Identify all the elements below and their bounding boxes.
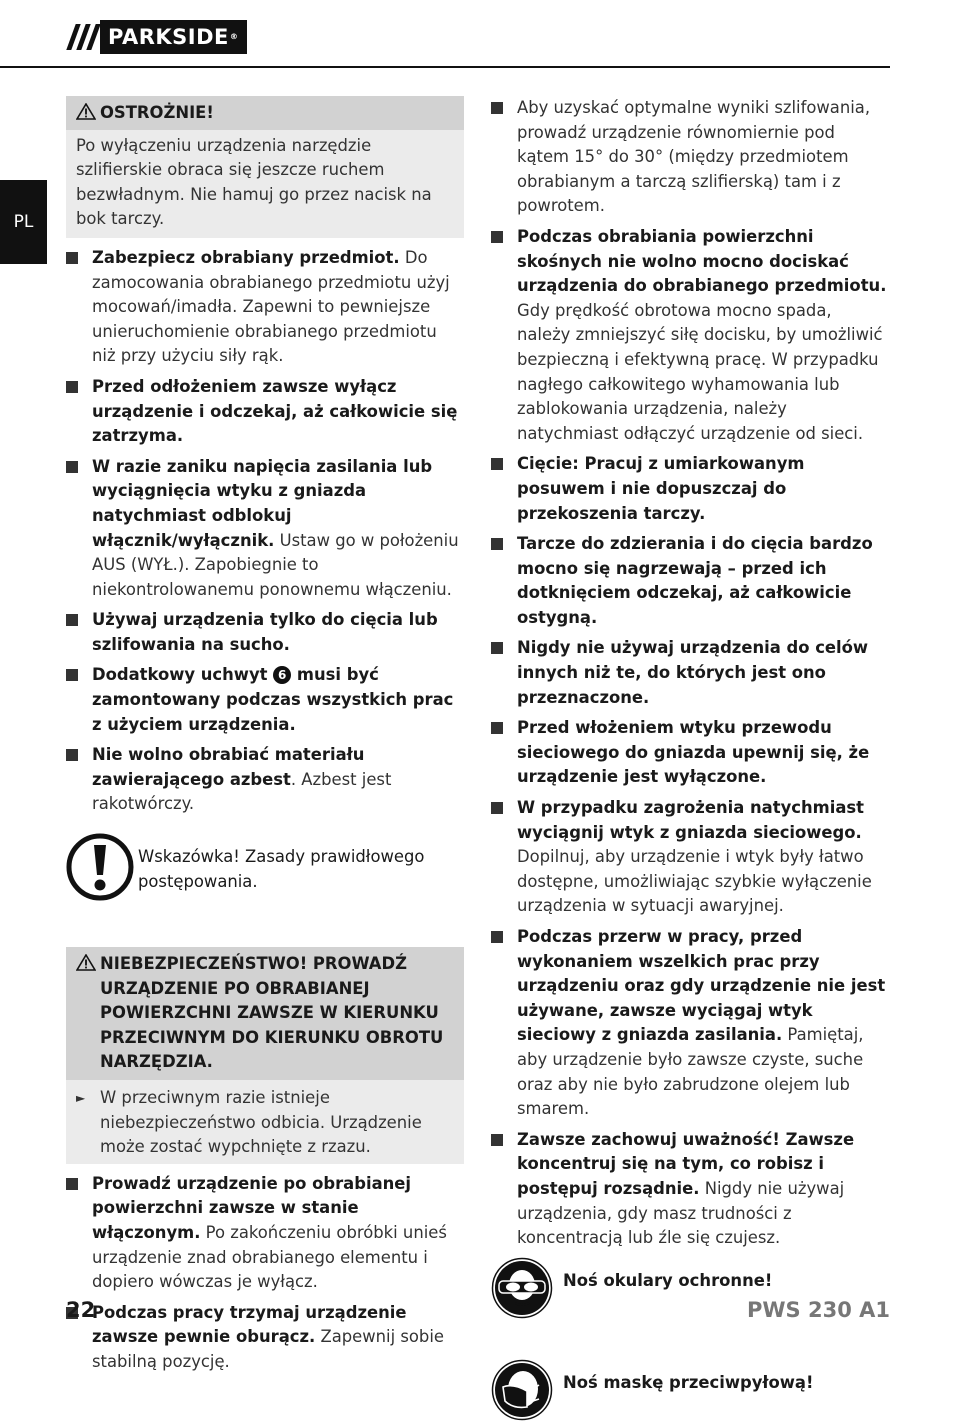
list-item: Tarcze do zdzierania i do cięcia bardzo mocno się nagrzewają – przed ich dotknięciem odczekaj, aż całkowicie ostygną. bbox=[491, 532, 890, 630]
bullet-square-icon bbox=[491, 802, 503, 814]
logo-slashes bbox=[66, 22, 100, 52]
danger-title: NIEBEZPIECZEŃSTWO! PROWADŹ URZĄDZENIE PO OBRABIANEJ POWIERZCHNI ZAWSZE W KIERUNKU PRZECIWNYM DO KIERUNKU OBROTU NARZĘDZIA. bbox=[66, 947, 464, 1080]
right-column bbox=[491, 96, 890, 1421]
caution-box bbox=[66, 96, 464, 238]
goggles-icon bbox=[491, 1257, 553, 1319]
bullet-square-icon bbox=[491, 538, 503, 550]
danger-arrow-item: ► W przeciwnym razie istnieje niebezpieczeństwo odbicia. Urządzenie może zostać wypchnięte z rzazu. bbox=[66, 1080, 464, 1164]
list-item: Podczas pracy trzymaj urządzenie zawsze pewnie oburącz. Zapewnij sobie stabilną pozycję. bbox=[66, 1301, 464, 1375]
bullet-square-icon bbox=[491, 722, 503, 734]
bullet-square-icon bbox=[66, 669, 78, 681]
model-name: PWS 230 A1 bbox=[746, 1298, 890, 1322]
dust-mask-icon bbox=[491, 1359, 553, 1421]
list-item: Podczas obrabiania powierzchni skośnych nie wolno mocno dociskać urządzenia do obrabianego przedmiotu. Gdy prędkość obrotowa mocno spada, należy zmniejszyć siłę docisku, by umożliwić bezpieczną i efektywną pracę. W przypadku nagłego całkowitego wyhamowania lub zablokowania urządzenia, należy natychmiast odłączyć urządzenie od sieci. bbox=[491, 225, 890, 446]
list-item: Podczas przerw w pracy, przed wykonaniem wszelkich prac przy urządzeniu oraz gdy urządzenie nie jest używane, zawsze wyciągaj wtyk sieciowy z gniazda zasilania. Pamiętaj, aby urządzenie było zawsze czyste, suche oraz aby nie było zabrudzone olejem lub smarem. bbox=[491, 925, 890, 1122]
bullet-square-icon bbox=[66, 749, 78, 761]
list-item: Aby uzyskać optymalne wyniki szlifowania, prowadź urządzenie równomiernie pod kątem 15° do 30° (między przedmiotem obrabianym a tarczą szlifierską) tam i z powrotem. bbox=[491, 96, 890, 219]
bullet-square-icon bbox=[66, 614, 78, 626]
list-item-asbestos: Nie wolno obrabiać materiału zawierającego azbest. Azbest jest rakotwórczy. bbox=[66, 743, 464, 817]
bullet-square-icon bbox=[491, 102, 503, 114]
part-number-badge: 6 bbox=[273, 666, 291, 684]
bullet-square-icon bbox=[491, 231, 503, 243]
list-item: Przed odłożeniem zawsze wyłącz urządzenie i odczekaj, aż całkowicie się zatrzyma. bbox=[66, 375, 464, 449]
safety-sign-label: Noś okulary ochronne! bbox=[563, 1270, 773, 1290]
note-text: Wskazówka! Zasady prawidłowego postępowania. bbox=[138, 847, 425, 892]
bullet-square-icon bbox=[491, 931, 503, 943]
header-rule bbox=[0, 66, 890, 68]
arrow-right-icon: ► bbox=[76, 1091, 86, 1105]
logo-wordmark: PARKSIDE® bbox=[100, 20, 247, 54]
bullet-square-icon bbox=[66, 461, 78, 473]
exclamation-circle-icon bbox=[66, 833, 134, 901]
note-block bbox=[66, 833, 464, 901]
safety-sign-mask bbox=[491, 1359, 890, 1421]
list-item: Nigdy nie używaj urządzenia do celów innych niż te, do których jest ono przeznaczone. bbox=[491, 636, 890, 710]
danger-box bbox=[66, 947, 464, 1164]
warning-triangle-icon bbox=[76, 103, 96, 120]
bullet-square-icon bbox=[66, 252, 78, 264]
list-item: W przypadku zagrożenia natychmiast wyciągnij wtyk z gniazda sieciowego. Dopilnuj, aby urządzenie i wtyk były łatwo dostępne, umożliwiając szybkie wyłączenie urządzenia w sytuacji awaryjnej. bbox=[491, 796, 890, 919]
bullet-square-icon bbox=[491, 458, 503, 470]
list-item: Cięcie: Pracuj z umiarkowanym posuwem i nie dopuszczaj do przekoszenia tarczy. bbox=[491, 452, 890, 526]
list-item: Zawsze zachowuj uważność! Zawsze koncentruj się na tym, co robisz i postępuj rozsądnie. Nigdy nie używaj urządzenia, gdy masz trudności z koncentracją lub źle się czujesz. bbox=[491, 1128, 890, 1251]
language-tab: PL bbox=[0, 180, 47, 264]
bullet-square-icon bbox=[66, 1178, 78, 1190]
list-item: Przed włożeniem wtyku przewodu sieciowego do gniazda upewnij się, że urządzenie jest wyłączone. bbox=[491, 716, 890, 790]
safety-sign-label: Noś maskę przeciwpyłową! bbox=[563, 1372, 814, 1392]
list-item: Używaj urządzenia tylko do cięcia lub szlifowania na sucho. bbox=[66, 608, 464, 657]
parkside-logo bbox=[66, 22, 247, 52]
bullet-square-icon bbox=[491, 1134, 503, 1146]
list-item: Zabezpiecz obrabiany przedmiot. Do zamocowania obrabianego przedmiotu użyj mocowań/imadła. Zapewni to pewniejsze unieruchomienie obrabianego przedmiotu niż przy użyciu siły rąk. bbox=[66, 246, 464, 369]
bullet-square-icon bbox=[66, 381, 78, 393]
list-item: Prowadź urządzenie po obrabianej powierzchni zawsze w stanie włączonym. Po zakończeniu obróbki unieś urządzenie znad obrabianego elementu i dopiero wówczas je wyłącz. bbox=[66, 1172, 464, 1295]
list-item: W razie zaniku napięcia zasilania lub wyciągnięcia wtyku z gniazda natychmiast odblokuj włącznik/wyłącznik. Ustaw go w położeniu AUS (WYŁ.). Zapobiegnie to niekontrolowanemu ponownemu włączeniu. bbox=[66, 455, 464, 603]
left-column bbox=[66, 96, 464, 1381]
bullet-square-icon bbox=[491, 642, 503, 654]
caution-title: OSTROŻNIE! bbox=[66, 96, 464, 130]
page-number: 22 bbox=[66, 1298, 96, 1322]
caution-text: Po wyłączeniu urządzenia narzędzie szlifierskie obraca się jeszcze ruchem bezwładnym. Nie hamuj go przez nacisk na bok tarczy. bbox=[76, 135, 432, 229]
warning-triangle-icon bbox=[76, 954, 96, 971]
list-item-handle: Dodatkowy uchwyt 6 musi być zamontowany podczas wszystkich prac z użyciem urządzenia. bbox=[66, 663, 464, 737]
